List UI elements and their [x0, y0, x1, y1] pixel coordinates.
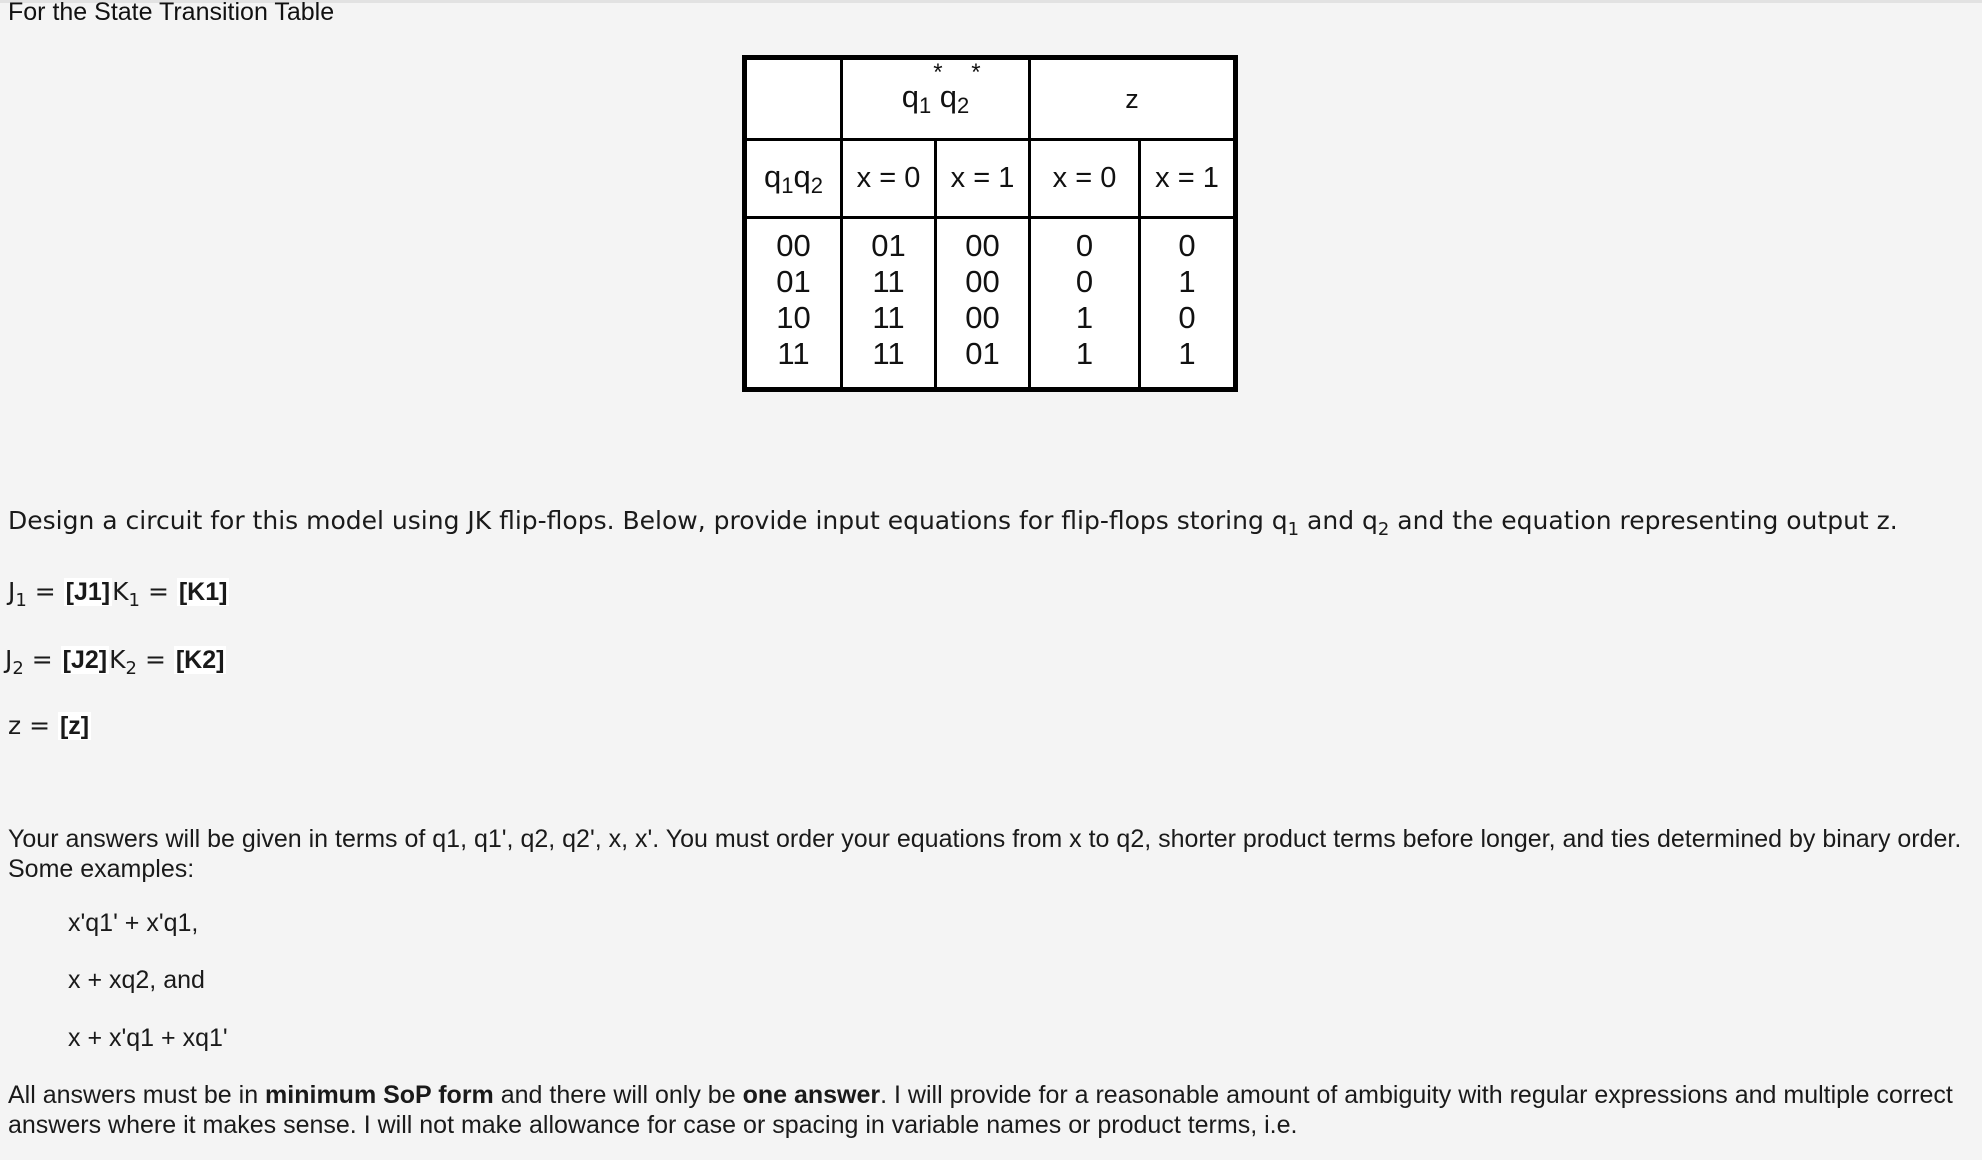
example-3: x + x'q1 + xq1'	[68, 1024, 228, 1052]
z-answer-field[interactable]: [z]	[59, 712, 90, 740]
input-label-next-x0: x = 0	[856, 162, 921, 194]
table-cell: 11	[872, 264, 905, 299]
equation-row-1	[8, 577, 229, 611]
page-title: For the State Transition Table	[8, 0, 335, 26]
output-x1-column	[1141, 228, 1233, 372]
table-cell: 0	[1075, 228, 1094, 263]
design-prompt: Design a circuit for this model using JK flip-flops. Below, provide input equations for flip-flops storing $q_1$ and $q_2$ and the equation representing output z.	[8, 506, 1898, 540]
k1-answer-field[interactable]: [K1]	[178, 578, 228, 606]
j2-label: $J_2$ =	[5, 645, 61, 679]
table-cell: 11	[872, 336, 905, 371]
input-label-z-x0: x = 0	[1052, 162, 1117, 194]
table-cell: 01	[776, 264, 811, 299]
present-state-header: $q_1q_2$	[764, 158, 823, 198]
output-header: z	[1125, 83, 1139, 114]
table-cell: 01	[871, 228, 906, 263]
table-cell: 1	[1178, 264, 1196, 299]
one-answer-emphasis: one answer	[742, 1081, 881, 1109]
table-cell: 00	[965, 228, 1000, 263]
table-cell: 11	[777, 336, 810, 371]
instructions-text: Your answers will be given in terms of q1, q1', q2, q2', x, x'. You must order your equations from x to q2, shorter product terms before longer, and ties determined by binary order. Some examples:	[8, 825, 1962, 883]
equation-row-2	[5, 645, 226, 679]
table-cell: 00	[965, 300, 1000, 335]
input-label-next-x1: x = 1	[950, 162, 1015, 194]
j1-label: $J_1$ =	[8, 577, 64, 611]
table-cell: 00	[776, 228, 811, 263]
table-cell: 1	[1178, 336, 1196, 371]
example-2: x + xq2, and	[68, 966, 205, 994]
z-label: z =	[8, 711, 58, 740]
state-transition-table	[742, 55, 1238, 392]
table-cell: 1	[1075, 336, 1094, 371]
final-note: All answers must be in minimum SoP form and there will only be one answer. I will provide for a reasonable amount of ambiguity with regular expressions and multiple correct answers where it makes sense. I will not make allowance for case or spacing in variable names or product terms, i.e.	[8, 1081, 1953, 1139]
table-cell: 0	[1075, 264, 1094, 299]
table-cell: 1	[1075, 300, 1094, 335]
j2-answer-field[interactable]: [J2]	[62, 646, 108, 674]
j1-answer-field[interactable]: [J1]	[65, 578, 111, 606]
k2-label: $K_2$ =	[109, 645, 174, 679]
example-1: x'q1' + x'q1,	[68, 909, 199, 937]
table-cell: 00	[965, 264, 1000, 299]
equation-row-3	[8, 711, 91, 741]
table-cell: 01	[965, 336, 1000, 371]
k1-label: $K_1$ =	[112, 577, 177, 611]
table-cell: 0	[1178, 228, 1196, 263]
present-state-column	[747, 228, 840, 372]
table-cell: 10	[776, 300, 811, 335]
k2-answer-field[interactable]: [K2]	[175, 646, 225, 674]
next-state-x1-column	[937, 228, 1028, 372]
minimum-sop-emphasis: minimum SoP form	[265, 1081, 494, 1109]
input-label-z-x1: x = 1	[1155, 162, 1219, 194]
next-state-header: $q_1$ * $q_2$ *	[901, 59, 981, 118]
next-state-x0-column	[843, 228, 934, 372]
output-x0-column	[1031, 228, 1138, 372]
table-cell: 0	[1178, 300, 1196, 335]
table-cell: 11	[872, 300, 905, 335]
